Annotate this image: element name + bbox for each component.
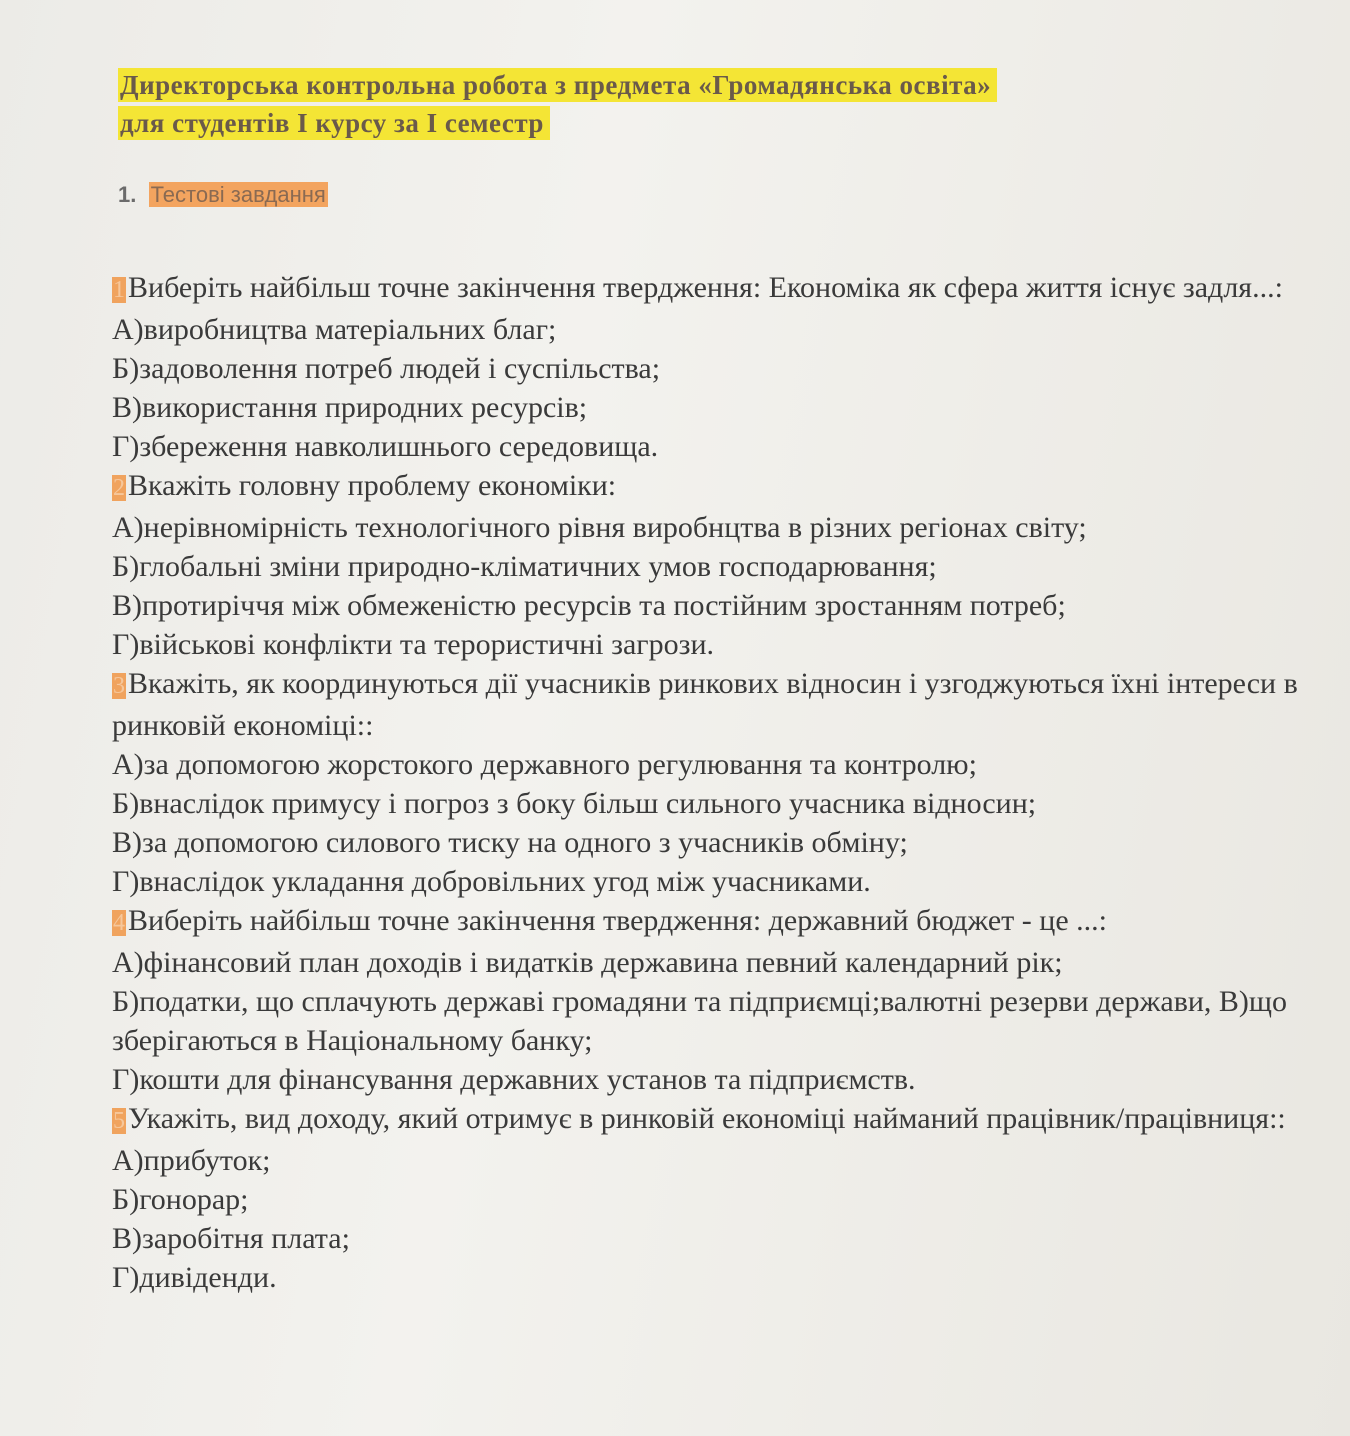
answer-option: Б)глобальні зміни природно-кліматичних умов господарювання; (112, 550, 937, 583)
answer-option: Г)внаслідок укладання добровільних угод між учасниками. (112, 865, 871, 898)
answer-option: А)за допомогою жорстокого державного регулювання та контролю; (112, 748, 977, 781)
title-line-2: для студентів І курсу за І семестр (118, 106, 550, 140)
answer-option: А)нерівномірність технологічного рівня виробнцтва в різних регіонах світу; (112, 511, 1087, 544)
answer-option: Г)кошти для фінансування державних установ та підприємств. (112, 1063, 916, 1096)
answer-option: А)фінансовий план доходів і видатків державина певний календарний рік; (112, 946, 1063, 979)
question-text: 1 Виберіть найбільш точне закінчення твердження: Економіка як сфера життя існує задля...: (113, 271, 1283, 304)
question-block (112, 466, 1312, 664)
answer-option: А)прибуток; (112, 1144, 271, 1177)
answer-option: Г)військові конфлікти та терористичні загрози. (112, 628, 714, 661)
section-number: 1. (118, 182, 137, 207)
question-block (112, 268, 1312, 466)
answer-option: Б)задоволення потреб людей і суспільства; (112, 352, 661, 385)
answer-option: Г)дивіденди. (112, 1261, 277, 1294)
question-block (112, 901, 1312, 1099)
question-text: 3 Вкажіть, як координуються дії учасників ринкових відносин і узгоджуються їхні інтереси в ринковій економіці:: (112, 667, 1298, 742)
answer-option: Б)податки, що сплачують державі громадяни та підприємці;валютні резерви держави, В)що зберігаються в Національному банку; (112, 985, 1288, 1057)
question-number: 2 (113, 475, 125, 501)
section-title: Тестові завдання (150, 182, 326, 207)
answer-option: Б)внаслідок примусу і погроз з боку більш сильного учасника відносин; (112, 787, 1037, 820)
question-number: 1 (113, 277, 125, 303)
section-heading (118, 182, 328, 208)
answer-option: Б)гонорар; (112, 1183, 249, 1216)
question-block (112, 664, 1312, 901)
answer-option: В)заробітня плата; (112, 1222, 350, 1255)
answer-option: В)протиріччя між обмеженістю ресурсів та постійним зростанням потреб; (112, 589, 1066, 622)
document-title (118, 66, 997, 142)
question-text: 2 Вкажіть головну проблему економіки: (113, 469, 617, 502)
answer-option: В)використання природних ресурсів; (112, 391, 588, 424)
question-block (112, 1099, 1312, 1297)
question-text: 5 Укажіть, вид доходу, який отримує в ринковій економіці найманий працівник/працівниця:: (113, 1102, 1286, 1135)
answer-option: В)за допомогою силового тиску на одного з учасників обміну; (112, 826, 908, 859)
question-number: 5 (113, 1108, 125, 1134)
question-number: 4 (113, 910, 125, 936)
question-text: 4 Виберіть найбільш точне закінчення твердження: державний бюджет - це ...: (113, 904, 1107, 937)
question-number: 3 (113, 673, 125, 699)
questions-list (112, 268, 1312, 1297)
answer-option: Г)збереження навколишнього середовища. (112, 430, 659, 463)
title-line-1: Директорська контрольна робота з предмета «Громадянська освіта» (118, 68, 997, 102)
answer-option: А)виробництва матеріальних благ; (112, 313, 557, 346)
